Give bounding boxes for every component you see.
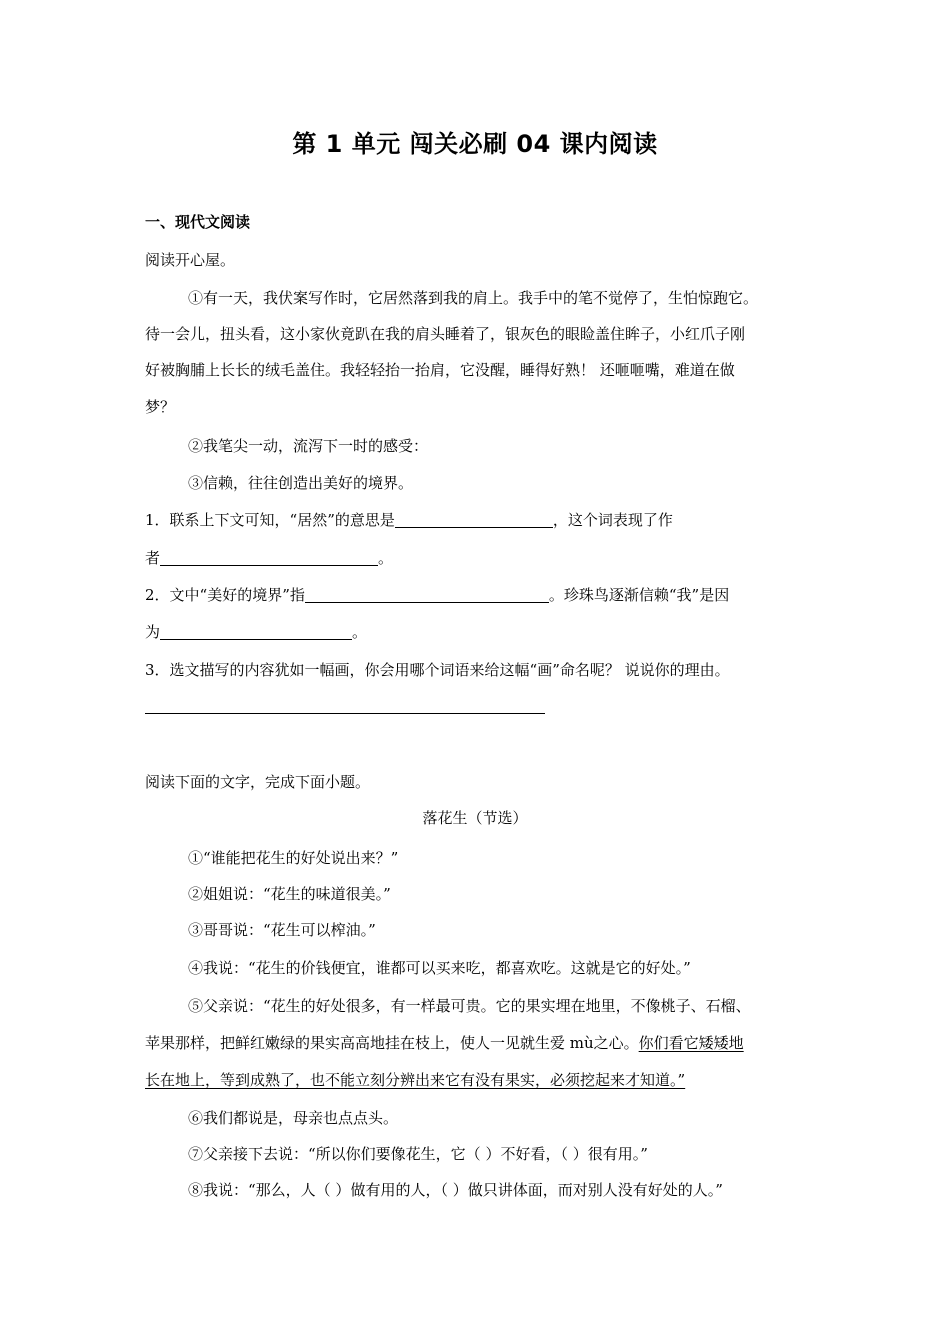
page-title: 第 1 单元 闯关必刷 04 课内阅读 — [292, 130, 658, 158]
passage2-para3: ③哥哥说：“花生可以榨油。” — [188, 921, 376, 939]
question-2-line2 — [145, 622, 367, 642]
answer-blank-2a[interactable] — [305, 586, 549, 603]
question-1-text-b: ，这个词表现了作 — [552, 511, 673, 529]
question-3: 3．选文描写的内容犹如一幅画，你会用哪个词语来给这幅“画”命名呢？ 说说你的理由。 — [145, 661, 730, 679]
question-1-text-a: 1．联系上下文可知，“居然”的意思是 — [145, 511, 395, 529]
question-1-line2 — [145, 548, 393, 568]
passage1-para2: ②我笔尖一动，流泻下一时的感受： — [188, 437, 429, 455]
passage1-intro: 阅读开心屋。 — [145, 251, 236, 269]
question-1-text-c: 者 — [145, 549, 161, 567]
passage2-para5-line2 — [145, 1033, 744, 1053]
passage2-para2: ②姐姐说：“花生的味道很美。” — [188, 885, 391, 903]
passage1-para3: ③信赖，往往创造出美好的境界。 — [188, 474, 414, 492]
passage2-para6: ⑥我们都说是，母亲也点点头。 — [188, 1109, 399, 1127]
passage2-heading: 落花生（节选） — [422, 809, 528, 827]
question-2-text-b: 。珍珠鸟逐渐信赖“我”是因 — [548, 586, 730, 604]
passage2-underlined-sentence-part2: 长在地上，等到成熟了，也不能立刻分辨出来它有没有果实，必须挖起来才知道。” — [145, 1071, 686, 1089]
passage2-para1: ①“谁能把花生的好处说出来？” — [188, 849, 399, 867]
question-2-text-a: 2．文中“美好的境界”指 — [145, 586, 305, 604]
passage1-para1-line3: 好被胸脯上长长的绒毛盖住。我轻轻抬一抬肩，它没醒，睡得好熟！ 还咂咂嘴，难道在做 — [145, 361, 735, 379]
passage2-underlined-sentence-part1: 你们看它矮矮地 — [638, 1034, 744, 1052]
question-2-text-c: 为 — [145, 623, 161, 641]
question-2-text-d: 。 — [352, 623, 368, 641]
passage2-para5-line2-plain: 苹果那样，把鲜红嫩绿的果实高高地挂在枝上，使人一见就生爱 mù之心。 — [145, 1034, 639, 1052]
answer-line-3[interactable] — [145, 713, 545, 714]
answer-blank-2b[interactable] — [160, 623, 352, 640]
question-1-line1 — [145, 510, 673, 530]
answer-blank-1b[interactable] — [160, 549, 378, 566]
passage2-para8: ⑧我说：“那么，人（ ）做有用的人，（ ）做只讲体面，而对别人没有好处的人。” — [188, 1181, 723, 1199]
passage1-para1-line2: 待一会儿，扭头看，这小家伙竟趴在我的肩头睡着了，银灰色的眼睑盖住眸子，小红爪子刚 — [145, 325, 746, 343]
passage2-para4: ④我说：“花生的价钱便宜，谁都可以买来吃，都喜欢吃。这就是它的好处。” — [188, 959, 691, 977]
answer-blank-1a[interactable] — [395, 511, 553, 528]
question-1-text-d: 。 — [378, 549, 394, 567]
section-heading: 一、现代文阅读 — [145, 213, 251, 231]
passage1-para1-line4: 梦？ — [145, 398, 176, 416]
passage2-para7: ⑦父亲接下去说：“所以你们要像花生，它（ ）不好看，（ ）很有用。” — [188, 1145, 648, 1163]
passage2-para5-line1: ⑤父亲说：“花生的好处很多，有一样最可贵。它的果实埋在地里，不像桃子、石榴、 — [188, 997, 751, 1015]
passage2-intro: 阅读下面的文字，完成下面小题。 — [145, 773, 371, 791]
passage1-para1-line1: ①有一天，我伏案写作时，它居然落到我的肩上。我手中的笔不觉停了，生怕惊跑它。 — [188, 289, 759, 307]
question-2-line1 — [145, 585, 729, 605]
